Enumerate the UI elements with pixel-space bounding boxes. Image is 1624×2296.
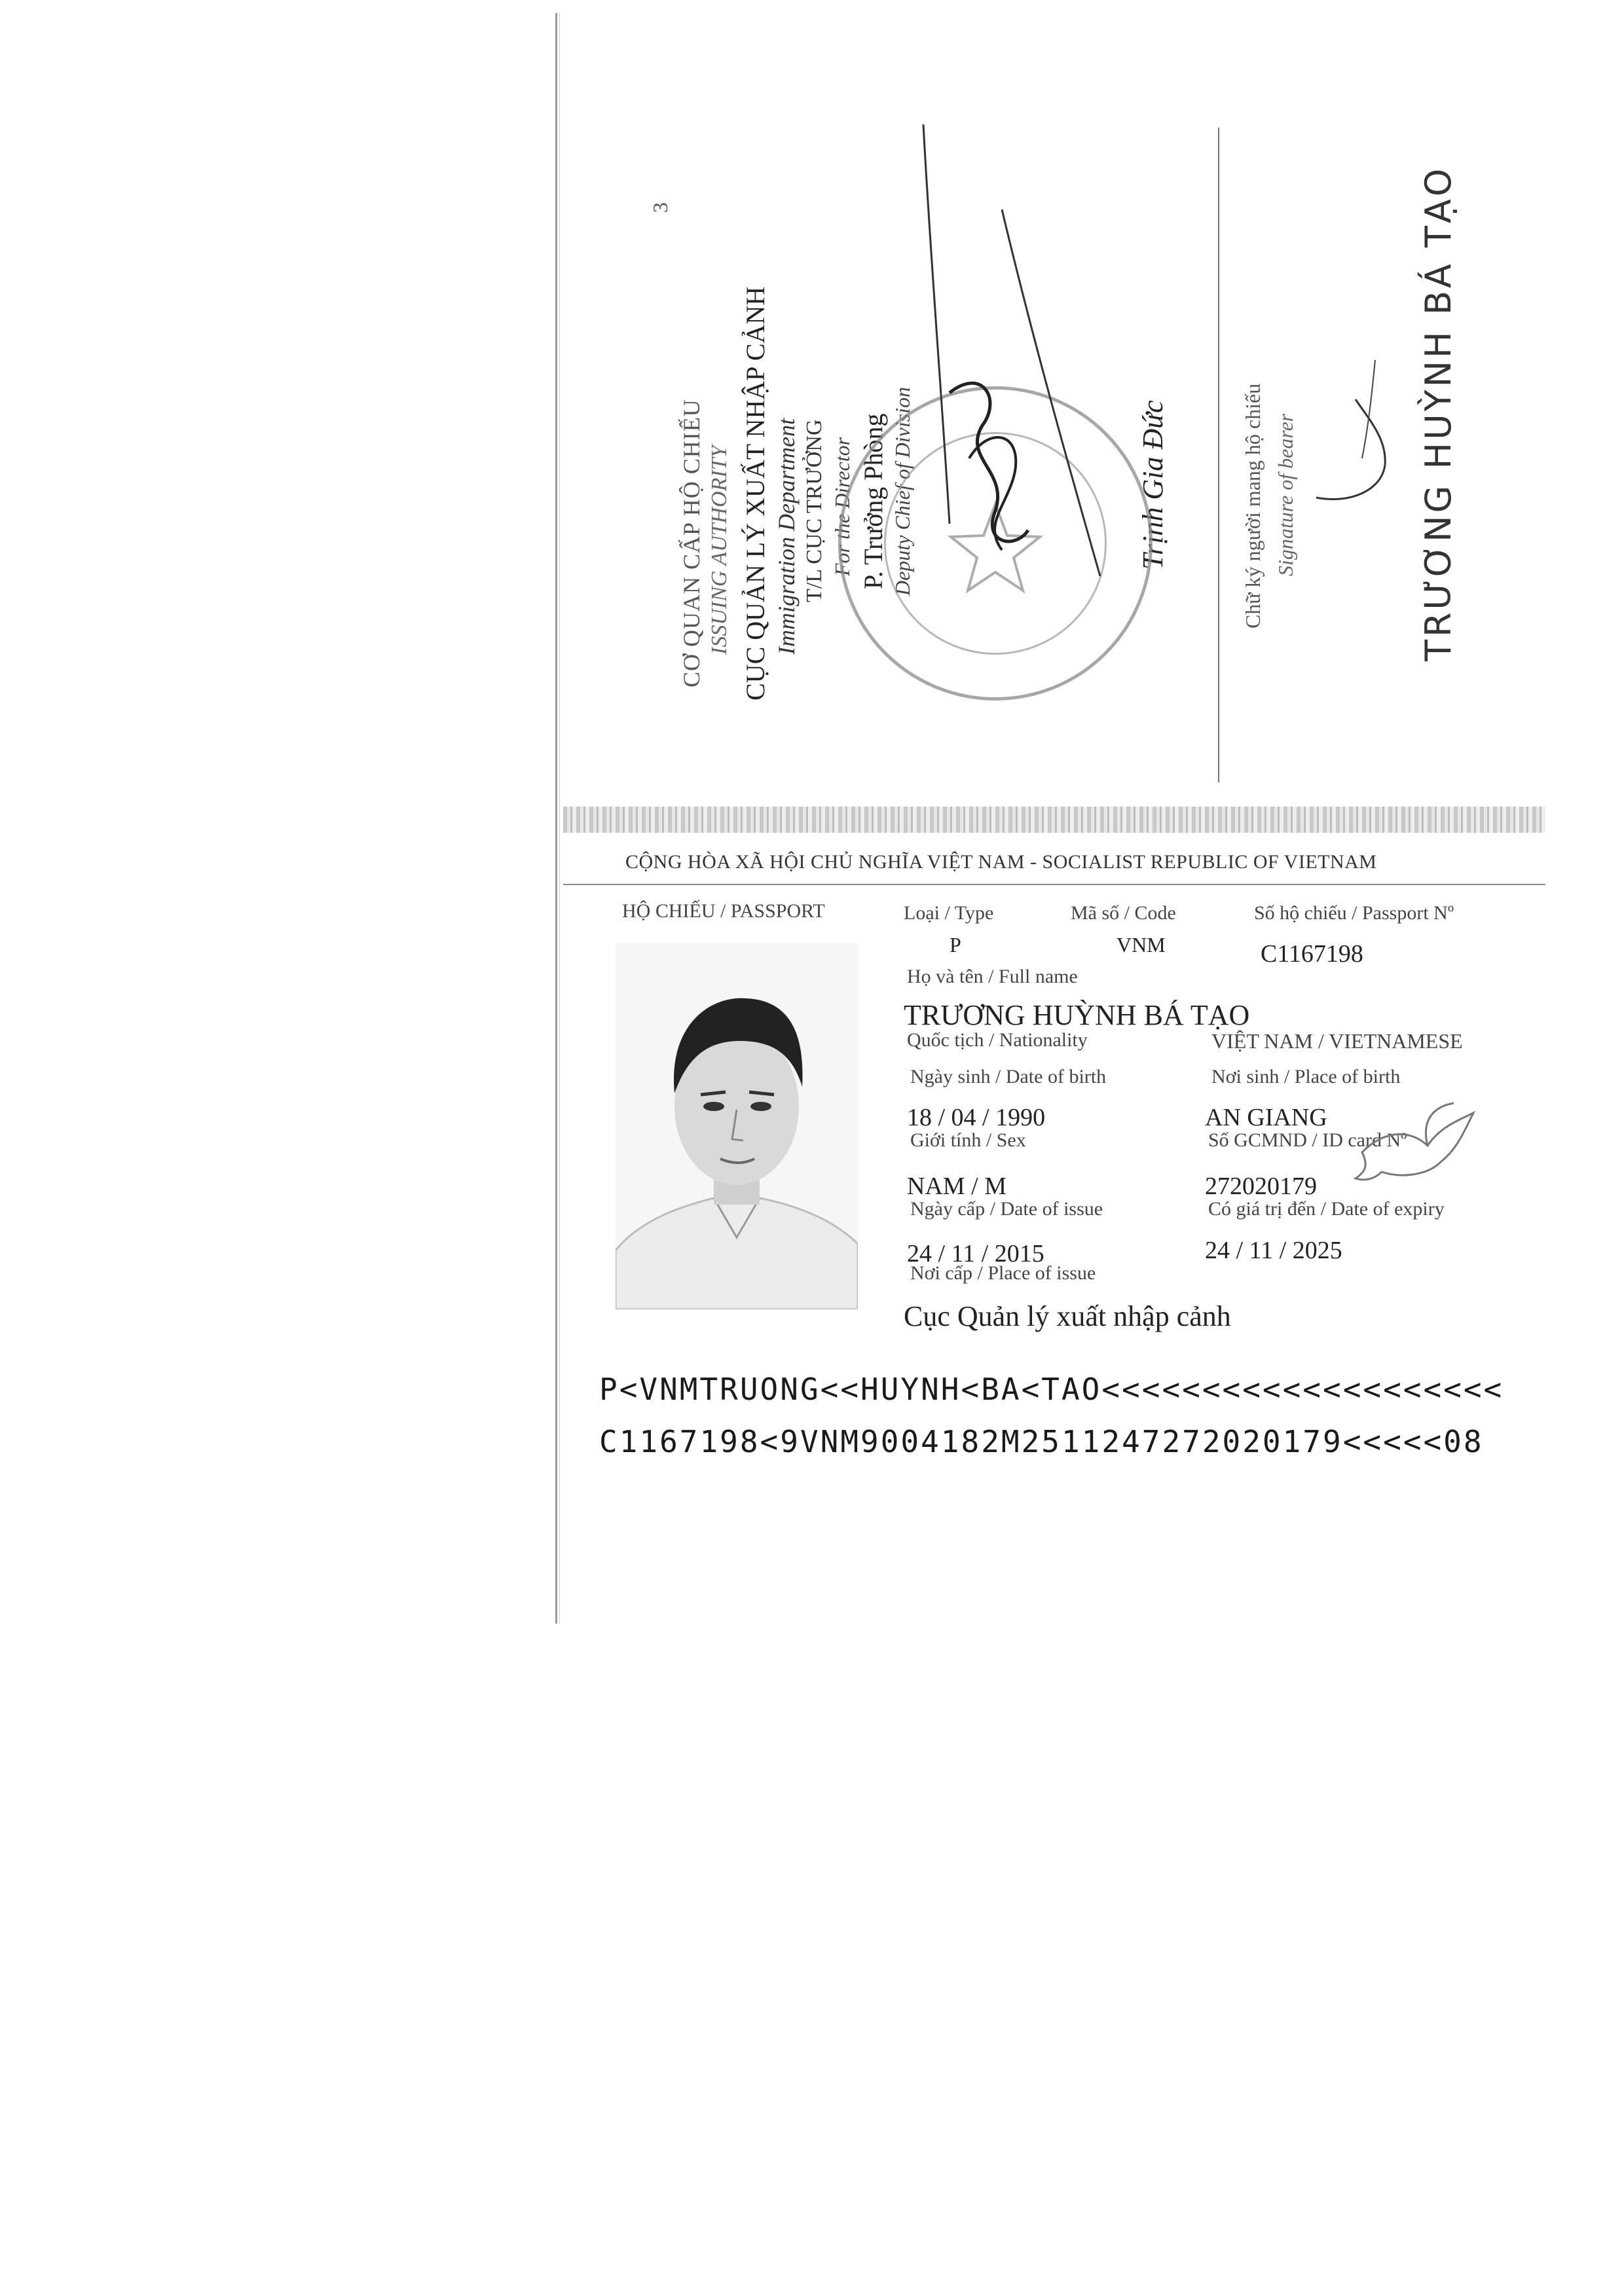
bearer-signature-text: TRƯƠNG HUỲNH BÁ TẠO [1418, 166, 1459, 661]
value-id-card: 272020179 [1205, 1173, 1317, 1200]
label-id-card: Số GCMND / ID card Nº [1208, 1129, 1407, 1151]
bearer-signature-mark [1310, 340, 1401, 537]
value-sex: NAM / M [907, 1173, 1007, 1200]
department-en: Immigration Department [773, 418, 800, 655]
value-pob: AN GIANG [1205, 1104, 1327, 1131]
security-band [563, 807, 1545, 833]
label-passport-no: Số hộ chiếu / Passport Nº [1254, 902, 1454, 924]
value-full-name: TRƯƠNG HUỲNH BÁ TẠO [904, 999, 1250, 1031]
for-director-en: For the Director [830, 437, 854, 576]
value-type: P [950, 933, 961, 957]
bearer-divider [1218, 128, 1219, 782]
scan-edge-line [555, 13, 557, 1624]
issuing-authority-en: ISSUING AUTHORITY [707, 445, 731, 655]
value-date-expiry: 24 / 11 / 2025 [1205, 1237, 1342, 1264]
value-nationality: VIỆT NAM / VIETNAMESE [1211, 1029, 1463, 1053]
officer-title-vi: P. Trưởng Phòng [858, 413, 888, 589]
label-date-expiry: Có giá trị đến / Date of expiry [1208, 1198, 1445, 1220]
page-number: 3 [648, 202, 672, 213]
value-code: VNM [1116, 933, 1166, 957]
label-code: Mã số / Code [1071, 902, 1176, 924]
value-place-issue: Cục Quản lý xuất nhập cảnh [904, 1300, 1231, 1332]
official-signature [904, 118, 1139, 694]
mrz-line-2: C1167198<9VNM9004182M2511247272020179<<<<<08 [599, 1424, 1484, 1459]
label-type: Loại / Type [904, 902, 994, 924]
label-dob: Ngày sinh / Date of birth [910, 1066, 1107, 1087]
label-full-name: Họ và tên / Full name [907, 966, 1078, 987]
value-date-issue: 24 / 11 / 2015 [907, 1240, 1044, 1267]
scan-edge-line-secondary [559, 13, 560, 1624]
bearer-signature-label-vi: Chữ ký người mang hộ chiếu [1241, 383, 1264, 629]
label-sex: Giới tính / Sex [910, 1129, 1026, 1151]
bearer-signature-label-en: Signature of bearer [1274, 413, 1297, 576]
label-pob: Nơi sinh / Place of birth [1211, 1066, 1401, 1087]
value-dob: 18 / 04 / 1990 [907, 1104, 1046, 1131]
label-nationality: Quốc tịch / Nationality [907, 1029, 1088, 1051]
bearer-photo [616, 943, 858, 1309]
label-date-issue: Ngày cấp / Date of issue [910, 1198, 1103, 1220]
country-header: CỘNG HÒA XÃ HỘI CHỦ NGHĨA VIỆT NAM - SOCIALIST REPUBLIC OF VIETNAM [625, 851, 1377, 873]
officer-name: Trịnh Gia Đức [1137, 400, 1169, 570]
header-rule [563, 884, 1545, 885]
dove-watermark-icon [1349, 1100, 1480, 1192]
label-place-issue: Nơi cấp / Place of issue [910, 1262, 1096, 1284]
document-title: HỘ CHIẾU / PASSPORT [622, 900, 825, 922]
for-director-vi: T/L CỤC TRƯỞNG [802, 419, 826, 602]
mrz-line-1: P<VNMTRUONG<<HUYNH<BA<TAO<<<<<<<<<<<<<<<<<<<< [599, 1372, 1504, 1407]
value-passport-no: C1167198 [1261, 940, 1363, 968]
issuing-authority-vi: CƠ QUAN CẤP HỘ CHIẾU [678, 399, 705, 687]
officer-title-en: Deputy Chief of Division [891, 386, 914, 596]
department-vi: CỤC QUẢN LÝ XUẤT NHẬP CẢNH [741, 286, 770, 701]
